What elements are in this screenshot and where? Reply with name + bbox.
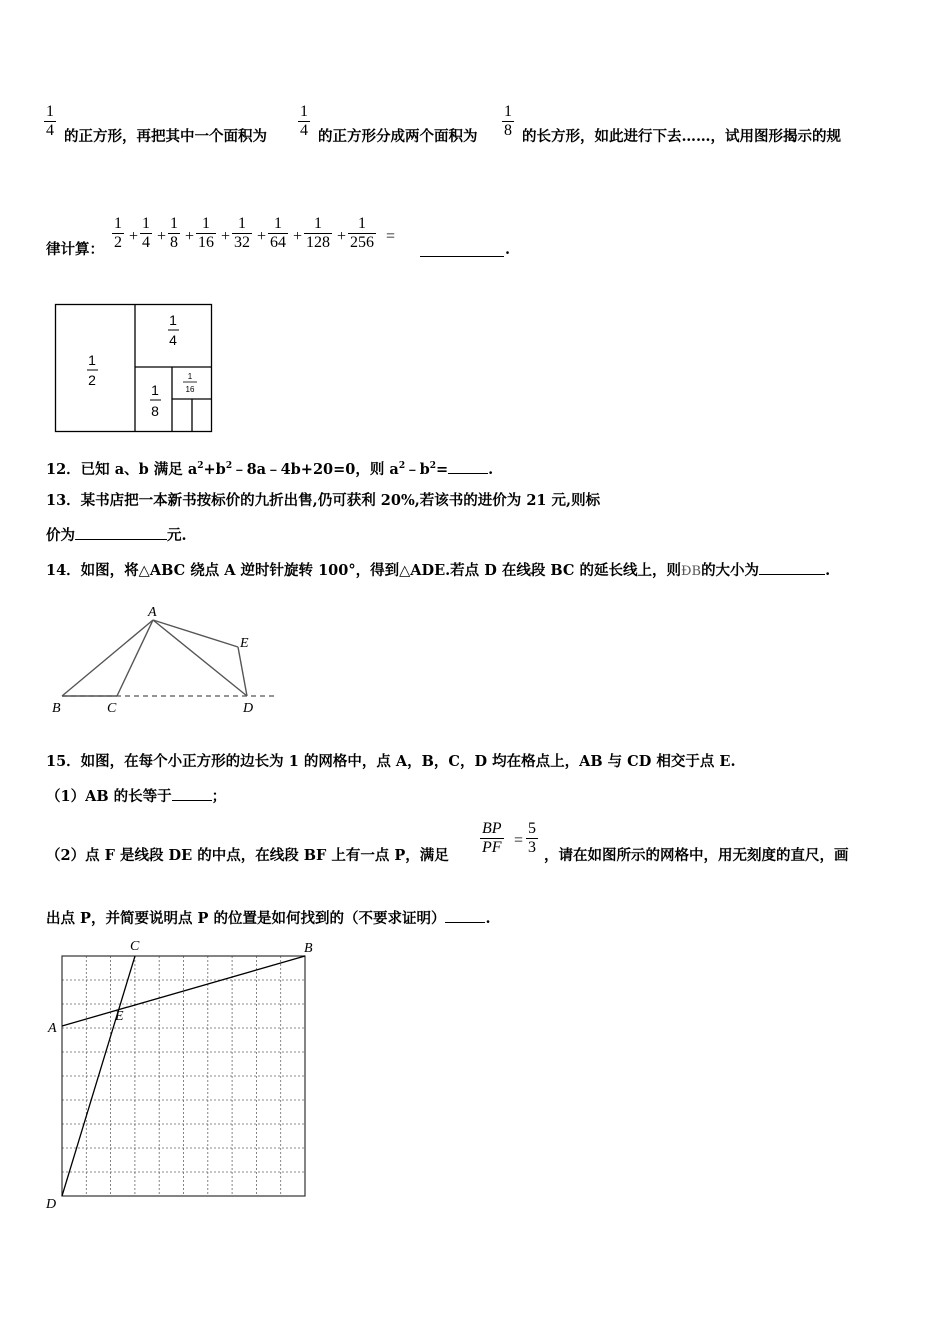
sum-term-fraction <box>112 215 124 252</box>
denominator: 2 <box>114 234 122 251</box>
denominator: 8 <box>170 234 178 251</box>
grid-label-C: C <box>130 939 140 954</box>
q11-text-1: 的正方形，再把其中一个面积为 <box>64 128 267 145</box>
fig-sixteenth-den: 16 <box>185 385 195 394</box>
fig-half-num: 1 <box>88 352 96 368</box>
sup-2: 2 <box>225 461 233 471</box>
q14-suffix: 的大小为 <box>701 562 760 579</box>
sum-term-fraction <box>232 215 252 252</box>
numerator: 1 <box>114 215 122 232</box>
fig-sixteenth-num: 1 <box>187 372 193 381</box>
denominator: 256 <box>350 234 374 251</box>
q12-part-b: +b <box>203 460 226 478</box>
q15-part1-end: ； <box>211 788 227 805</box>
sum-term-fraction <box>140 215 152 252</box>
numerator: 1 <box>142 215 150 232</box>
fraction-five-thirds <box>526 820 538 857</box>
equals-sign: = <box>514 832 524 849</box>
q15-line3 <box>46 908 491 929</box>
sum-term-fraction <box>348 215 376 252</box>
fig-eighth-num: 1 <box>151 382 159 398</box>
square-division-figure <box>54 303 216 435</box>
q13-suffix: 元. <box>167 527 187 544</box>
plus-sign: + <box>293 228 303 245</box>
fig-quarter-num: 1 <box>169 312 177 328</box>
grid-label-A: A <box>48 1021 57 1036</box>
q15-part1-text: （1）AB 的长等于 <box>46 788 172 805</box>
denominator: 32 <box>234 234 250 251</box>
denominator: 3 <box>528 839 536 856</box>
segment-CD <box>62 956 135 1196</box>
q13-line1: 13．某书店把一本新书按标价的九折出售,仍可获利 20%,若该书的进价为 21 元,则标 <box>46 492 601 509</box>
answer-blank-q12 <box>448 459 488 474</box>
answer-blank-q13 <box>75 525 167 540</box>
denominator: 4 <box>46 122 54 139</box>
fig-quarter-den: 4 <box>169 332 177 348</box>
numerator: 5 <box>528 820 536 837</box>
grid-figure <box>40 936 320 1214</box>
denominator: 64 <box>270 234 286 251</box>
sum-term-fraction <box>168 215 180 252</box>
plus-sign: + <box>221 228 231 245</box>
q12-part-e: = <box>436 460 449 478</box>
q14-period: . <box>825 562 831 579</box>
numerator: BP <box>482 820 502 837</box>
fraction-bp-pf <box>480 820 504 857</box>
q15-line3-end: . <box>485 910 491 927</box>
label-D: D <box>243 701 254 716</box>
fig-eighth-den: 8 <box>151 403 159 419</box>
label-B: B <box>52 701 61 716</box>
sup-2: 2 <box>429 461 436 471</box>
segment-AB <box>62 956 305 1026</box>
plus-sign: + <box>129 228 139 245</box>
numerator: 1 <box>46 103 54 120</box>
q15-part2-a: （2）点 F 是线段 DE 的中点，在线段 BF 上有一点 P，满足 <box>46 847 449 864</box>
equals-sign: = <box>386 228 396 245</box>
sup-2: 2 <box>398 461 406 471</box>
numerator: 1 <box>274 215 282 232</box>
answer-blank-q15-1 <box>172 786 212 801</box>
fraction-one-eighth <box>502 103 514 140</box>
numerator: 1 <box>300 103 308 120</box>
fraction-one-quarter-2 <box>298 103 310 140</box>
denominator: PF <box>482 839 502 856</box>
label-E: E <box>240 636 249 651</box>
plus-sign: + <box>185 228 195 245</box>
sum-term-fraction <box>304 215 332 252</box>
fraction-one-quarter-1 <box>44 103 56 140</box>
denominator: 16 <box>198 234 214 251</box>
q12-part-a: 12．已知 a、b 满足 a <box>46 460 198 478</box>
q15-part1 <box>46 786 226 807</box>
q11-text-3: 的长方形，如此进行下去……，试用图形揭示的规 <box>522 128 841 145</box>
q11-text-2: 的正方形分成两个面积为 <box>318 128 478 145</box>
answer-blank-q15-2 <box>445 908 485 923</box>
plus-sign: + <box>257 228 267 245</box>
q15-part2-b: ，请在如图所示的网格中，用无刻度的直尺，画 <box>544 847 849 864</box>
q12-part-c: ﹣8a﹣4b+20=0，则 a <box>232 460 399 478</box>
label-C: C <box>107 701 117 716</box>
angle-symbol: ÐB <box>681 564 702 579</box>
denominator: 8 <box>504 122 512 139</box>
q11-prefix: 律计算： <box>46 241 104 258</box>
q14-question: 14．如图，将△ABC 绕点 A 逆时针旋转 100°，得到△ADE.若点 D 在线段 BC 的延长线上，则 <box>46 562 682 579</box>
q15-line3-text: 出点 P，并简要说明点 P 的位置是如何找到的（不要求证明） <box>46 910 446 927</box>
numerator: 1 <box>314 215 322 232</box>
q12-text <box>46 456 493 480</box>
q14-text <box>46 560 830 582</box>
answer-blank-q14 <box>759 560 825 575</box>
q13-prefix: 价为 <box>46 527 75 544</box>
q15-line1: 15．如图，在每个小正方形的边长为 1 的网格中，点 A，B，C，D 均在格点上，AB 与 CD 相交于点 E. <box>46 753 736 770</box>
sum-term-fraction <box>268 215 288 252</box>
denominator: 4 <box>300 122 308 139</box>
q12-period: . <box>488 460 494 478</box>
rotation-triangle-figure <box>44 600 284 718</box>
grid-label-E: E <box>115 1009 124 1024</box>
q13-line2 <box>46 525 187 546</box>
denominator: 128 <box>306 234 330 251</box>
numerator: 1 <box>358 215 366 232</box>
plus-sign: + <box>157 228 167 245</box>
q12-part-d: ﹣b <box>405 460 430 478</box>
grid-label-B: B <box>304 941 313 956</box>
sup-2: 2 <box>197 461 204 471</box>
numerator: 1 <box>202 215 210 232</box>
grid-label-D: D <box>46 1197 57 1212</box>
fig-half-den: 2 <box>88 372 96 388</box>
plus-sign: + <box>337 228 347 245</box>
numerator: 1 <box>504 103 512 120</box>
q11-period: . <box>505 241 511 258</box>
answer-blank-q11 <box>420 242 504 257</box>
sum-term-fraction <box>196 215 216 252</box>
denominator: 4 <box>142 234 150 251</box>
numerator: 1 <box>170 215 178 232</box>
label-A: A <box>148 605 157 620</box>
numerator: 1 <box>238 215 246 232</box>
